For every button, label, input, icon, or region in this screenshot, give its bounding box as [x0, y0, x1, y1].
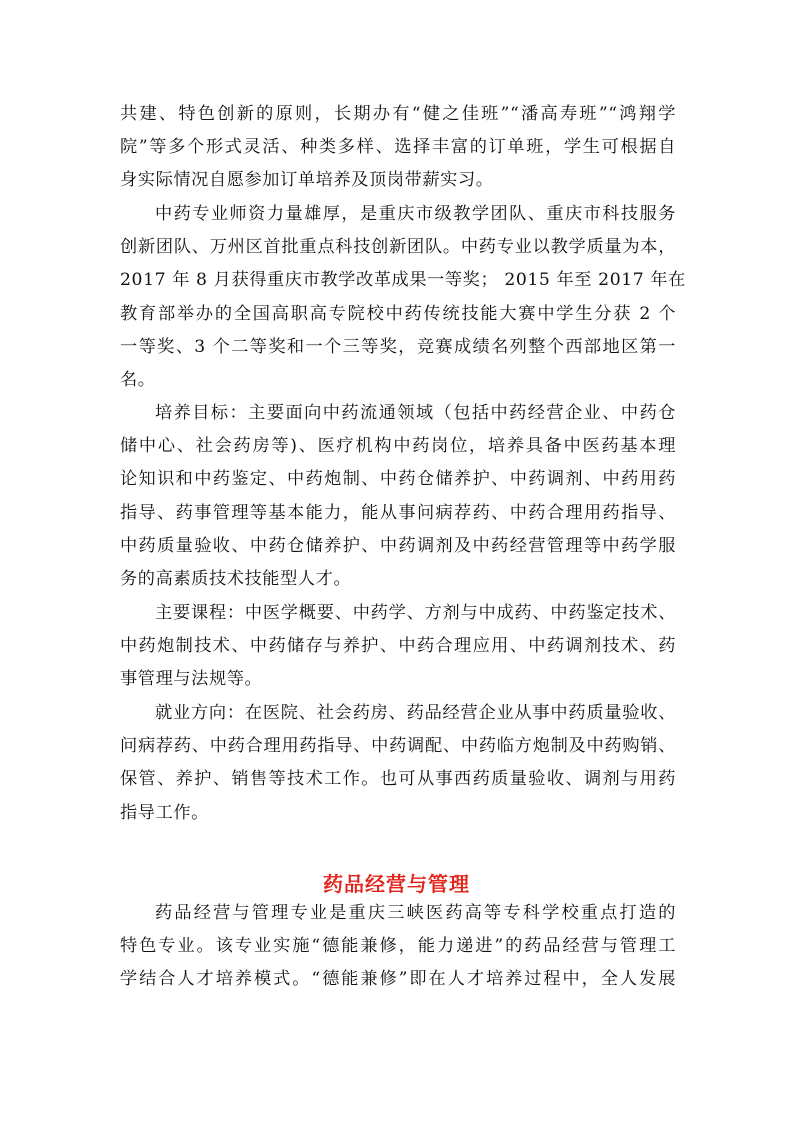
text-line: 主要课程：中医学概要、中药学、方剂与中成药、中药鉴定技术、	[155, 603, 676, 623]
text-line: 身实际情况自愿参加订单培养及顶岗带薪实习。	[120, 170, 494, 191]
text-line: 中药专业师资力量雄厚，是重庆市级教学团队、重庆市科技服务	[155, 204, 676, 224]
paragraph-training-goal	[120, 397, 676, 596]
paragraph-main-courses	[120, 597, 676, 697]
text-line: 创新团队、万州区首批重点科技创新团队。中药专业以教学质量为本，	[120, 237, 676, 258]
text-line: 2017 年 8 月获得重庆市教学改革成果一等奖； 2015 年至 2017 年在	[120, 270, 686, 291]
text-line: 论知识和中药鉴定、中药炮制、中药仓储养护、中药调剂、中药用药	[120, 469, 676, 490]
text-line: 一等奖、3 个二等奖和一个三等奖，竞赛成绩名列整个西部地区第一	[120, 336, 676, 357]
text-line: 务的高素质技术技能型人才。	[120, 568, 352, 589]
text-line: 中药质量验收、中药仓储养护、中药调剂及中药经营管理等中药学服	[120, 535, 676, 556]
text-line: 中药炮制技术、中药储存与养护、中药合理应用、中药调剂技术、药	[120, 636, 676, 657]
text-line: 指导工作。	[120, 802, 209, 823]
text-line: 特色专业。该专业实施“德能兼修，能力递进”的药品经营与管理工	[120, 936, 676, 957]
paragraph-employment	[120, 697, 676, 830]
paragraph-faculty	[120, 198, 686, 397]
text-line: 名。	[120, 369, 156, 390]
text-line: 指导、药事管理等基本能力，能从事问病荐药、中药合理用药指导、	[120, 502, 676, 523]
text-line: 储中心、社会药房等)、医疗机构中药岗位，培养具备中医药基本理	[120, 436, 676, 457]
paragraph-order-classes	[120, 98, 676, 198]
text-line: 培养目标：主要面向中药流通领域（包括中药经营企业、中药仓	[155, 403, 676, 423]
text-line: 院”等多个形式灵活、种类多样、选择丰富的订单班，学生可根据自	[120, 137, 676, 158]
text-line: 问病荐药、中药合理用药指导、中药调配、中药临方炮制及中药购销、	[120, 736, 676, 757]
text-line: 药品经营与管理专业是重庆三峡医药高等专科学校重点打造的	[155, 903, 676, 923]
text-line: 共建、特色创新的原则，长期办有“健之佳班”“潘高寿班”“鸿翔学	[120, 104, 676, 124]
text-line: 就业方向：在医院、社会药房、药品经营企业从事中药质量验收、	[155, 703, 676, 723]
section-heading: 药品经营与管理	[323, 872, 470, 896]
text-line: 教育部举办的全国高职高专院校中药传统技能大赛中学生分获 2 个	[120, 303, 676, 324]
text-line: 事管理与法规等。	[120, 669, 263, 690]
text-line: 保管、养护、销售等技术工作。也可从事西药质量验收、调剂与用药	[120, 769, 676, 790]
text-line: 学结合人才培养模式。“德能兼修”即在人才培养过程中，全人发展	[120, 969, 676, 990]
paragraph-pharma-management	[120, 897, 676, 997]
